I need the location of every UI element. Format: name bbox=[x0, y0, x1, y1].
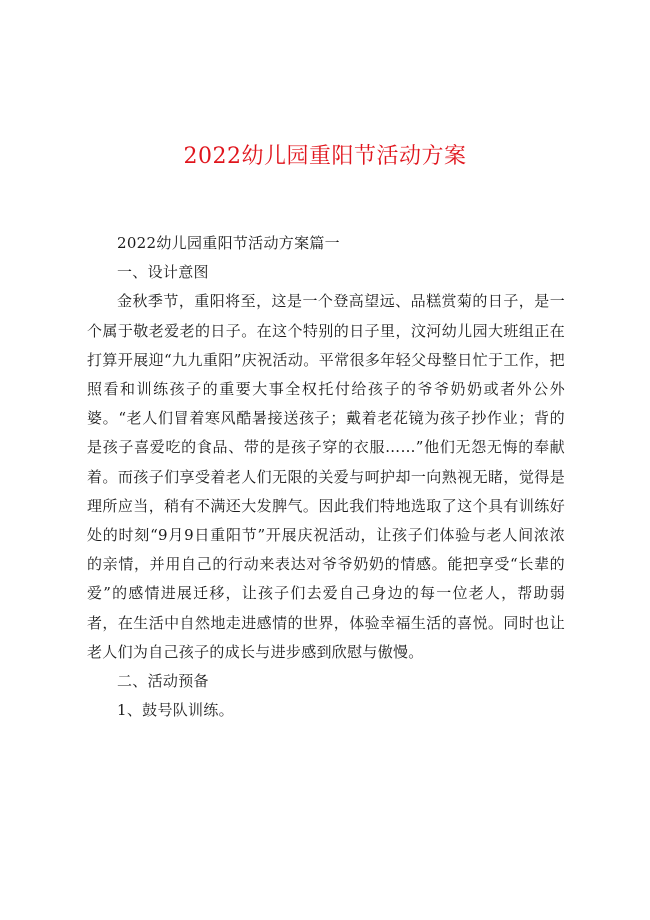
section-heading-preparation: 二、活动预备 bbox=[117, 672, 209, 691]
list-item: 1、鼓号队训练。 bbox=[117, 701, 234, 720]
document-body bbox=[87, 229, 565, 725]
document-title: 2022幼儿园重阳节活动方案 bbox=[183, 144, 467, 169]
plan-subtitle: 2022幼儿园重阳节活动方案篇一 bbox=[117, 234, 340, 252]
section-paragraph-design-intent: 金秋季节，重阳将至，这是一个登高望远、品糕赏菊的日子，是一个属于敬老爱老的日子。在这个特别的日子里，汶河幼儿园大班组正在打算开展迎“九九重阳”庆祝活动。平常很多年轻父母整日忙于工作，把照看和训练孩子的重要大事全权托付给孩子的爷爷奶奶或者外公外婆。“老人们冒着寒风酷暑接送孩子；戴着老花镜为孩子抄作业；背的是孩子喜爱吃的食品、带的是孩子穿的衣服……”他们无怨无悔的奉献着。而孩子们享受着老人们无限的关爱与呵护却一向熟视无睹，觉得是理所应当，稍有不满还大发脾气。因此我们特地选取了这个具有训练好处的时刻“9月9日重阳节”开展庆祝活动，让孩子们体验与老人间浓浓的亲情，并用自己的行动来表达对爷爷奶奶的情感。能把享受“长辈的爱”的感情进展迁移，让孩子们去爱自己身边的每一位老人，帮助弱者，在生活中自然地走进感情的世界，体验幸福生活的喜悦。同时也让老人们为自己孩子的成长与进步感到欣慰与傲慢。 bbox=[87, 292, 565, 661]
section-heading-design-intent: 一、设计意图 bbox=[117, 263, 209, 282]
